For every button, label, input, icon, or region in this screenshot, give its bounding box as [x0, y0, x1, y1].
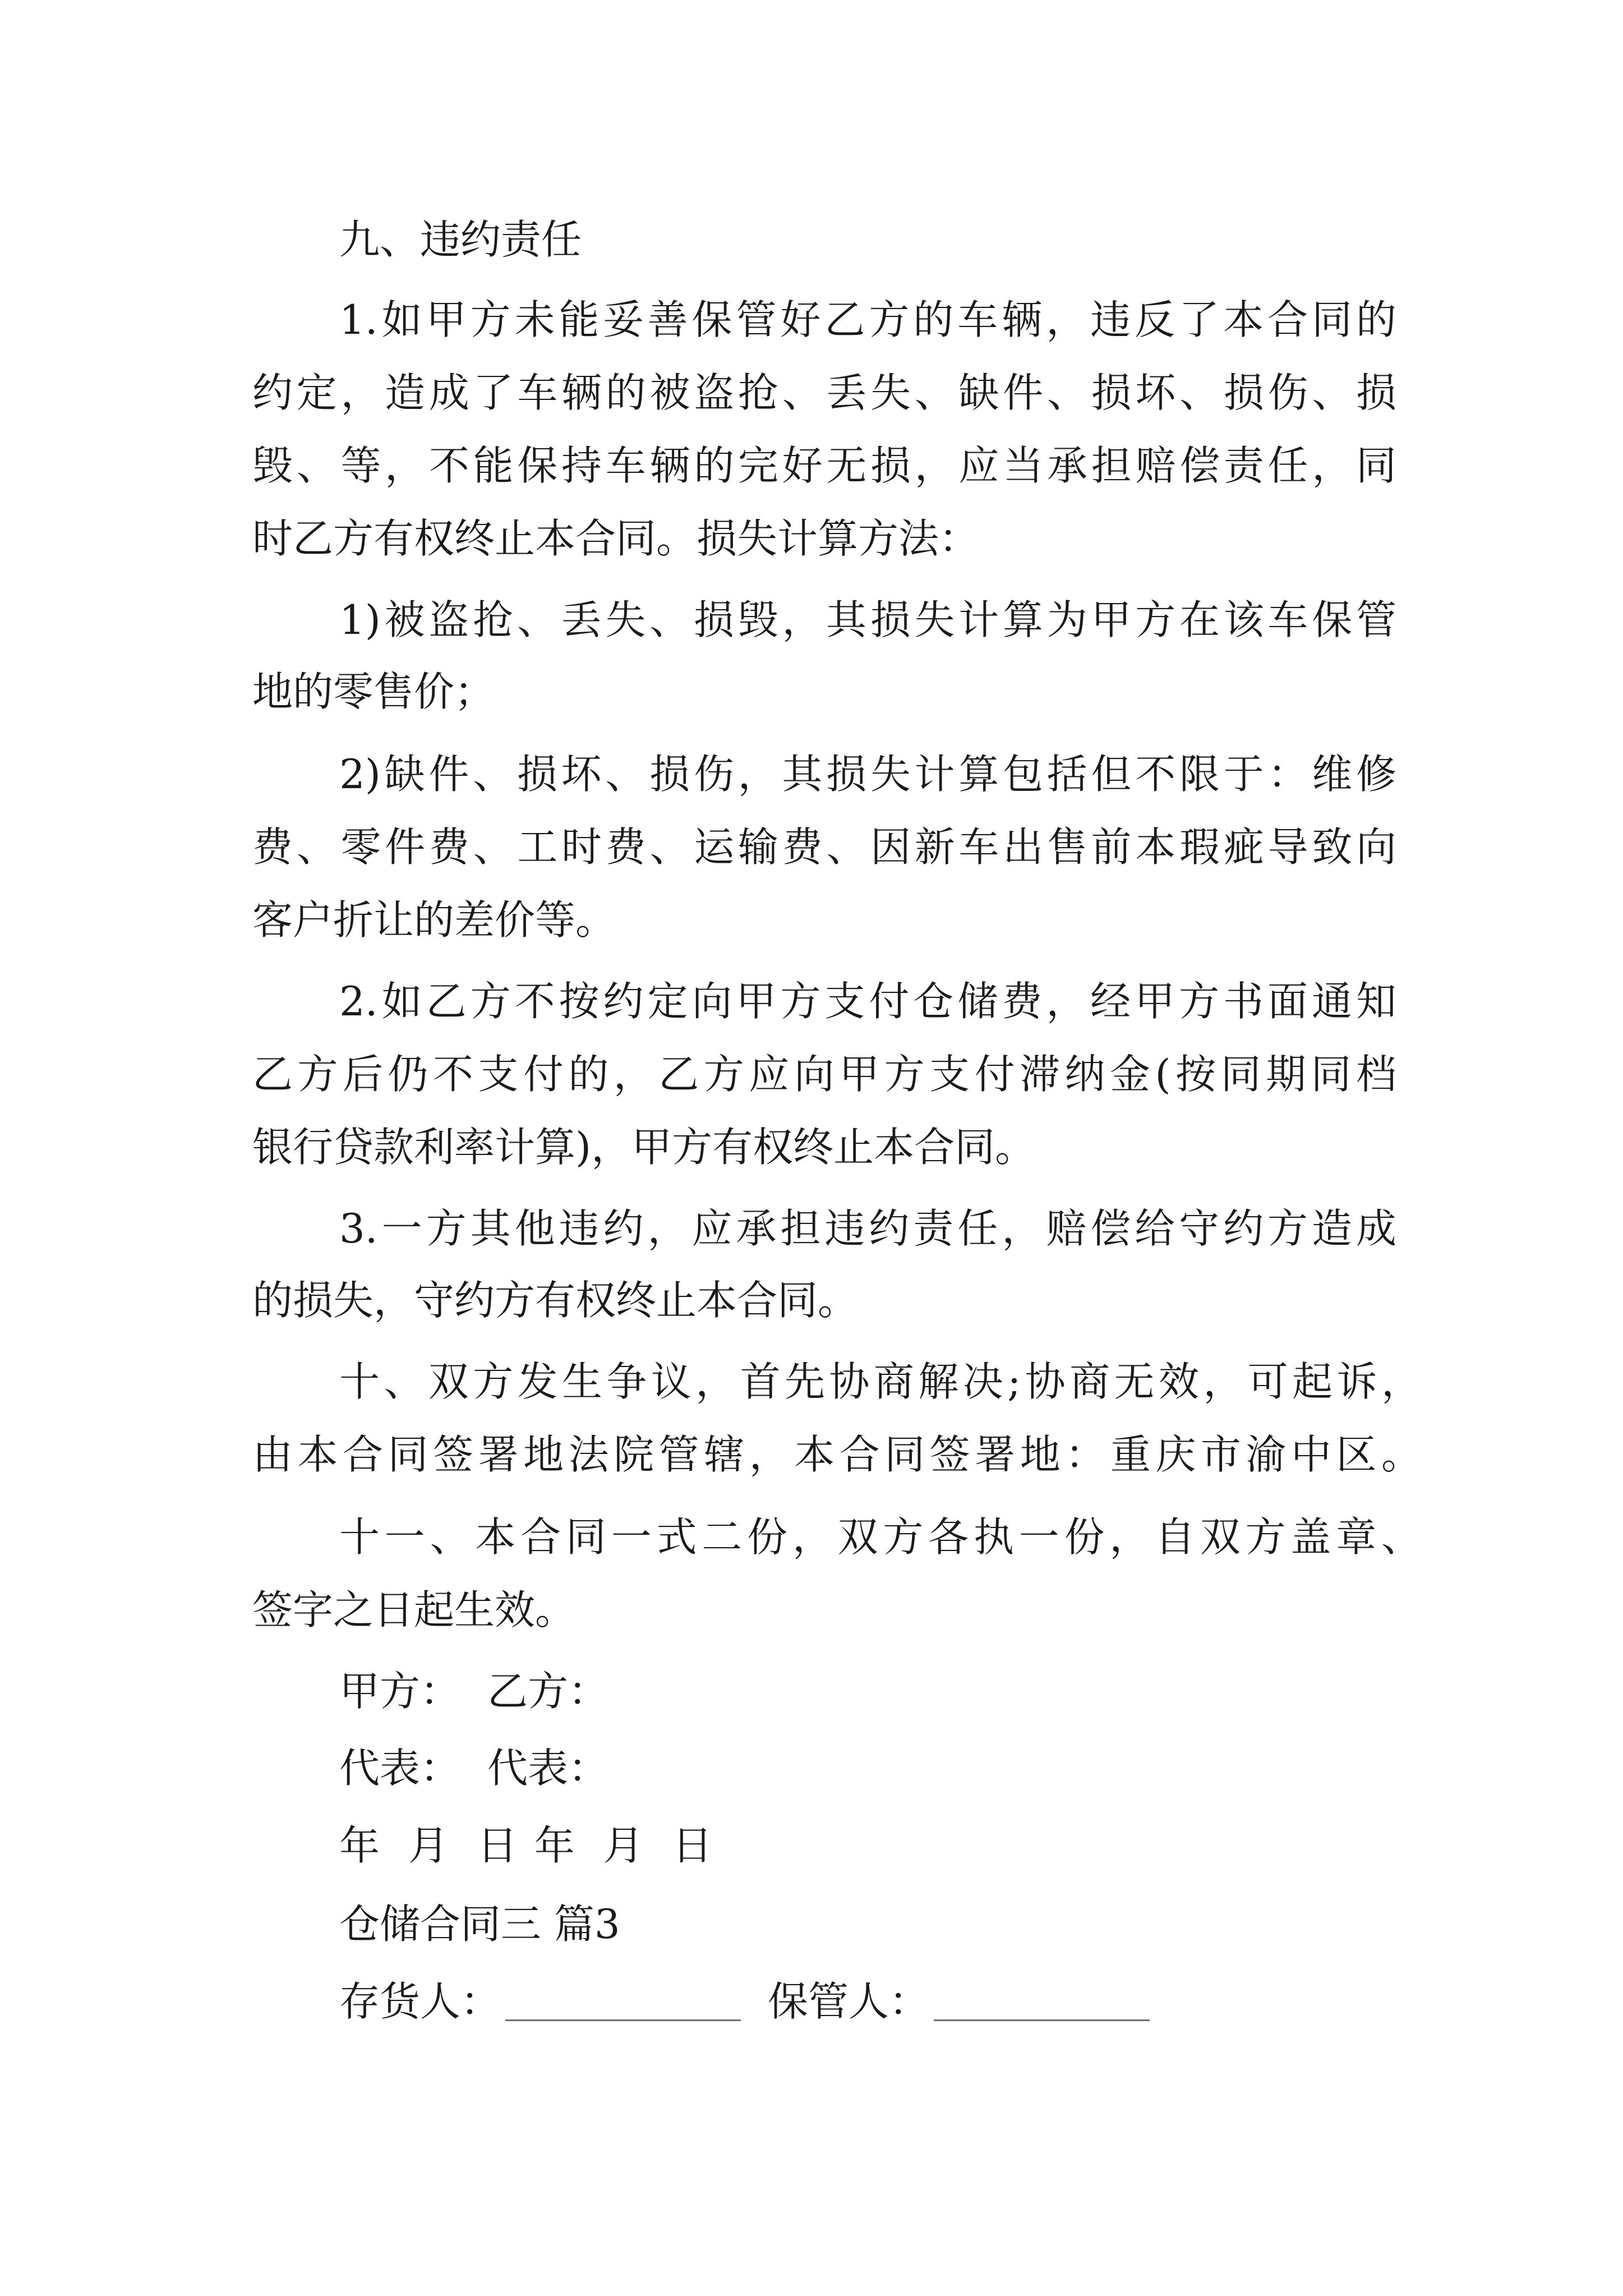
party-signature-row [339, 1663, 608, 1719]
clause-11-line-1: 十一、本合同一式二份，双方各执一份，自双方盖章、 [339, 1513, 1422, 1561]
clause-3-line-2: 的损失，守约方有权终止本合同。 [252, 1277, 859, 1324]
clause-10-line-2: 由本合同签署地法院管辖，本合同签署地：重庆市渝中区。 [252, 1431, 1422, 1478]
clause-11-line-2: 签字之日起生效。 [252, 1586, 576, 1634]
depositor-blank[interactable] [505, 1973, 741, 2021]
representative-signature-row [339, 1740, 608, 1796]
clause-1-1-line-1: 1)被盗抢、丢失、损毁，其损失计算为甲方在该车保管 [339, 596, 1396, 643]
depositor-label: 存货人： [339, 1978, 501, 2025]
representative-a-label: 代表： [339, 1745, 461, 1792]
clause-3-line-1: 3.一方其他违约，应承担违约责任，赔偿给守约方造成 [339, 1205, 1396, 1252]
depositor-custodian-row [339, 1973, 1150, 2030]
clause-2-line-3: 银行贷款利率计算)，甲方有权终止本合同。 [252, 1124, 1036, 1171]
custodian-blank[interactable] [934, 1973, 1150, 2021]
clause-1-line-3: 毁、等，不能保持车辆的完好无损，应当承担赔偿责任，同 [252, 442, 1396, 489]
clause-1-line-1: 1.如甲方未能妥善保管好乙方的车辆，违反了本合同的 [339, 296, 1396, 343]
date-a: 年 月 日 [339, 1822, 518, 1869]
clause-2-line-2: 乙方后仍不支付的，乙方应向甲方支付滞纳金(按同期同档 [252, 1051, 1396, 1098]
representative-b-label: 代表： [487, 1745, 609, 1792]
custodian-label: 保管人： [768, 1978, 930, 2025]
date-signature-row [339, 1818, 713, 1874]
party-b-label: 乙方： [487, 1668, 609, 1715]
section-heading-breach-liability: 九、违约责任 [339, 216, 582, 263]
clause-1-2-line-3: 客户折让的差价等。 [252, 896, 616, 944]
clause-1-line-4: 时乙方有权终止本合同。损失计算方法： [252, 515, 980, 562]
clause-1-2-line-2: 费、零件费、工时费、运输费、因新车出售前本瑕疵导致向 [252, 823, 1396, 871]
clause-10-line-1: 十、双方发生争议，首先协商解决;协商无效，可起诉， [339, 1358, 1422, 1405]
clause-1-2-line-1: 2)缺件、损坏、损伤，其损失计算包括但不限于：维修 [339, 751, 1396, 798]
next-section-title: 仓储合同三 篇3 [339, 1901, 620, 1948]
date-b: 年 月 日 [534, 1822, 713, 1869]
clause-2-line-1: 2.如乙方不按约定向甲方支付仓储费，经甲方书面通知 [339, 978, 1396, 1025]
clause-1-1-line-2: 地的零售价； [252, 668, 495, 715]
party-a-label: 甲方： [339, 1668, 461, 1715]
clause-1-line-2: 约定，造成了车辆的被盗抢、丢失、缺件、损坏、损伤、损 [252, 369, 1396, 416]
